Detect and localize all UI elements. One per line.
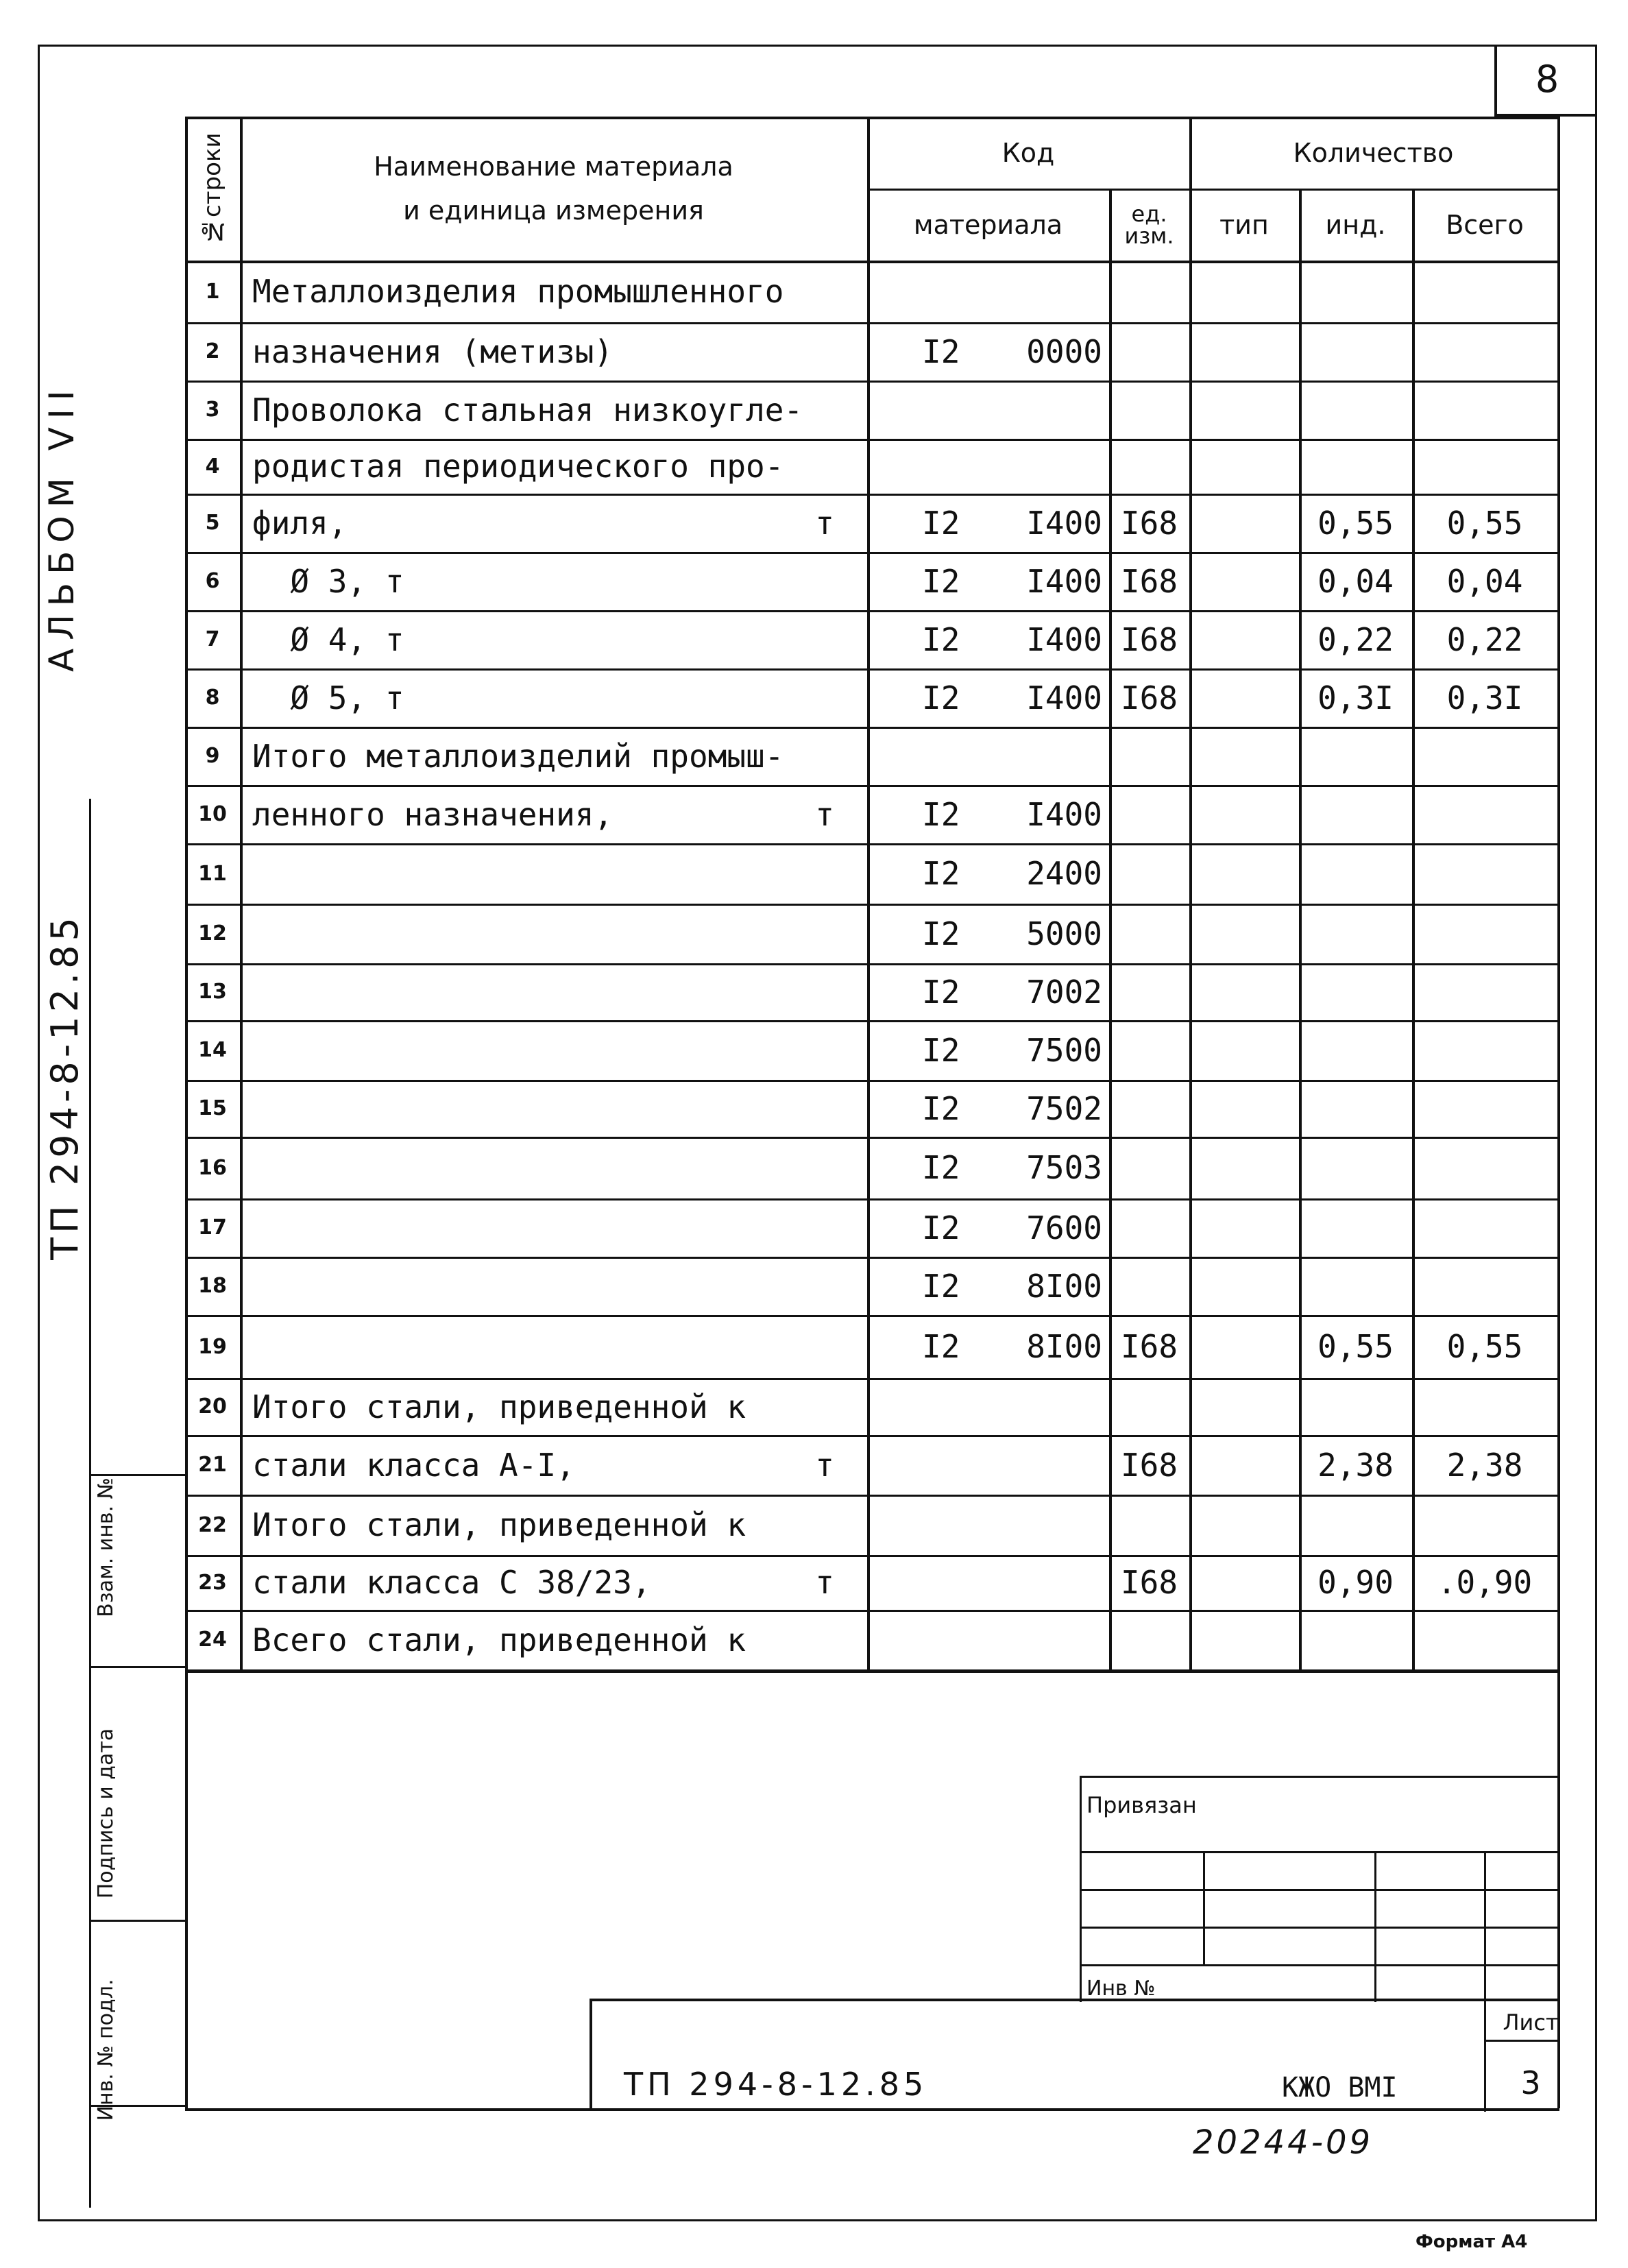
- row-name: Ø 4, т: [252, 620, 404, 658]
- row-number: 9: [205, 744, 220, 768]
- row-code-unit: [1109, 439, 1189, 494]
- row-q-ind: 0,22: [1317, 620, 1394, 658]
- row-code-group: [922, 727, 1004, 785]
- row-q-ind: [1299, 1020, 1412, 1080]
- stamp-privyazan: Привязан: [1086, 1792, 1197, 1818]
- row-unit-suffix: [240, 1378, 867, 1435]
- row-number: 13: [198, 980, 227, 1004]
- row-number: 2: [205, 339, 220, 363]
- row-q-type: [1189, 1555, 1299, 1610]
- row-unit-suffix: [240, 843, 867, 904]
- row-q-type: [1189, 381, 1299, 439]
- row-code-material: [1004, 1610, 1102, 1669]
- row-code-material: 8I00: [1026, 1328, 1102, 1365]
- row-name: Ø 5, т: [252, 679, 404, 716]
- row-q-ind: [1299, 904, 1412, 963]
- row-q-ind: [1299, 1610, 1412, 1669]
- row-q-ind: [1299, 381, 1412, 439]
- row-code-unit: [1109, 381, 1189, 439]
- stamp-line: [1080, 1776, 1559, 1778]
- row-q-type: [1189, 1315, 1299, 1378]
- row-number: 20: [198, 1395, 227, 1419]
- row-code-group: [922, 381, 1004, 439]
- row-unit-suffix: [240, 727, 867, 785]
- row-code-group: I2: [922, 1267, 960, 1305]
- stamp-line: [1080, 1927, 1559, 1929]
- row-number: 5: [205, 511, 220, 535]
- header-code: Код: [1001, 137, 1055, 168]
- row-name: назначения (метизы): [252, 333, 613, 370]
- row-code-unit: I68: [1120, 1328, 1178, 1365]
- row-code-material: I400: [1026, 562, 1102, 600]
- row-name: стали класса A-I,: [252, 1446, 575, 1484]
- stamp-line: [1080, 1851, 1559, 1853]
- row-code-material: 7503: [1026, 1149, 1102, 1186]
- row-code-group: I2: [922, 795, 960, 833]
- row-number: 4: [205, 454, 220, 479]
- row-q-total: [1412, 1495, 1557, 1555]
- row-q-total: [1412, 261, 1557, 322]
- row-q-type: [1189, 1610, 1299, 1669]
- column-line: [1557, 117, 1560, 1672]
- row-number: 14: [198, 1038, 227, 1062]
- row-q-total: [1412, 727, 1557, 785]
- row-q-total: 0,55: [1446, 504, 1523, 542]
- row-q-type: [1189, 552, 1299, 610]
- row-q-ind: [1299, 843, 1412, 904]
- header-divider: [867, 189, 1557, 191]
- row-code-group: [922, 1495, 1004, 1555]
- row-code-group: [922, 439, 1004, 494]
- row-q-ind: 0,3I: [1317, 679, 1394, 716]
- stamp-line: [1484, 2040, 1559, 2042]
- row-q-total: 0,3I: [1446, 679, 1523, 716]
- row-line: [185, 1669, 1557, 1673]
- row-code-material: 7500: [1026, 1031, 1102, 1069]
- row-q-type: [1189, 1137, 1299, 1198]
- side-label-podpis: Подпись и дата: [94, 1728, 118, 1899]
- row-code-group: I2: [922, 1149, 960, 1186]
- row-number: 3: [205, 398, 220, 422]
- row-q-ind: [1299, 322, 1412, 381]
- row-code-material: [1004, 1378, 1102, 1435]
- row-code-unit: [1109, 1610, 1189, 1669]
- row-code-material: [1004, 1435, 1102, 1495]
- side-label-inv-podl: Инв. № подл.: [94, 1979, 118, 2121]
- row-q-ind: 0,55: [1317, 504, 1394, 542]
- row-q-type: [1189, 1080, 1299, 1137]
- row-number: 11: [198, 861, 227, 886]
- row-code-unit: [1109, 1378, 1189, 1435]
- row-q-total: [1412, 1610, 1557, 1669]
- header-q-type: тип: [1219, 209, 1269, 240]
- row-code-group: I2: [922, 1209, 960, 1246]
- row-q-type: [1189, 785, 1299, 843]
- row-name: ленного назначения,: [252, 795, 613, 833]
- row-number: 19: [198, 1334, 227, 1359]
- row-code-unit: [1109, 1495, 1189, 1555]
- row-unit-suffix: [240, 610, 867, 668]
- row-unit-suffix: [240, 1020, 867, 1080]
- row-q-ind: 0,90: [1317, 1564, 1394, 1601]
- header-q-total: Всего: [1446, 209, 1524, 240]
- row-unit-suffix: [240, 381, 867, 439]
- row-number: 8: [205, 686, 220, 710]
- row-q-total: [1412, 963, 1557, 1020]
- row-code-material: [1004, 261, 1102, 322]
- row-q-total: [1412, 1198, 1557, 1257]
- stamp-mark: КЖО ВМI: [1282, 2072, 1398, 2103]
- header-code-material: материала: [913, 209, 1063, 240]
- title-block-top: [590, 1999, 1559, 2001]
- stamp-line: [1203, 1851, 1205, 1964]
- row-number: 23: [198, 1570, 227, 1595]
- row-name: Проволока стальная низкоугле-: [252, 391, 803, 429]
- row-number: 16: [198, 1155, 227, 1180]
- row-code-unit: [1109, 1020, 1189, 1080]
- row-number: 18: [198, 1274, 227, 1298]
- row-code-material: 5000: [1026, 915, 1102, 952]
- row-q-ind: [1299, 727, 1412, 785]
- handwritten-number: 20244-09: [1193, 2123, 1374, 2162]
- row-code-material: 7600: [1026, 1209, 1102, 1246]
- row-code-unit: I68: [1120, 620, 1178, 658]
- row-q-total: [1412, 381, 1557, 439]
- row-code-material: 0000: [1026, 333, 1102, 370]
- row-code-group: [922, 261, 1004, 322]
- header-name: Наименование материала и единица измерения: [374, 152, 733, 226]
- row-code-material: I400: [1026, 620, 1102, 658]
- format-label: Формат А4: [1416, 2232, 1528, 2252]
- row-code-material: I400: [1026, 795, 1102, 833]
- row-unit-suffix: [240, 439, 867, 494]
- row-code-material: 8I00: [1026, 1267, 1102, 1305]
- row-q-total: [1412, 1378, 1557, 1435]
- row-q-type: [1189, 904, 1299, 963]
- header-row-number: №строки: [199, 132, 226, 245]
- row-unit-suffix: [240, 552, 867, 610]
- row-q-type: [1189, 494, 1299, 552]
- row-q-type: [1189, 727, 1299, 785]
- stamp-doc-code: ТП 294-8-12.85: [624, 2066, 928, 2103]
- row-name: Итого стали, приведенной к: [252, 1388, 746, 1425]
- row-code-group: [922, 1610, 1004, 1669]
- stamp-line: [1374, 1851, 1376, 2002]
- row-code-unit: I68: [1120, 1446, 1178, 1484]
- row-number: 1: [205, 279, 220, 304]
- row-code-material: [1004, 381, 1102, 439]
- row-q-total: 0,22: [1446, 620, 1523, 658]
- row-code-unit: [1109, 843, 1189, 904]
- row-code-material: 7002: [1026, 973, 1102, 1011]
- row-unit-suffix: т: [815, 1446, 834, 1484]
- row-q-total: 2,38: [1446, 1446, 1523, 1484]
- row-unit-suffix: [240, 1137, 867, 1198]
- row-q-type: [1189, 439, 1299, 494]
- row-code-unit: I68: [1120, 679, 1178, 716]
- row-q-total: [1412, 1080, 1557, 1137]
- row-code-group: I2: [922, 562, 960, 600]
- row-q-total: [1412, 785, 1557, 843]
- row-q-ind: [1299, 1495, 1412, 1555]
- table-top-border: [185, 117, 1557, 119]
- row-code-material: [1004, 439, 1102, 494]
- row-number: 22: [198, 1512, 227, 1537]
- stamp-list-number: 3: [1520, 2064, 1541, 2101]
- row-q-type: [1189, 1495, 1299, 1555]
- row-code-group: I2: [922, 620, 960, 658]
- row-number: 12: [198, 921, 227, 945]
- row-q-ind: [1299, 1137, 1412, 1198]
- row-code-unit: [1109, 261, 1189, 322]
- row-unit-suffix: [240, 1257, 867, 1315]
- row-q-type: [1189, 1378, 1299, 1435]
- row-q-total: 0,04: [1446, 562, 1523, 600]
- row-code-unit: [1109, 1257, 1189, 1315]
- row-unit-suffix: т: [815, 1564, 834, 1601]
- doc-code-vertical: ТП 294-8-12.85: [43, 913, 86, 1260]
- row-code-group: I2: [922, 333, 960, 370]
- row-number: 24: [198, 1628, 227, 1652]
- row-q-total: [1412, 322, 1557, 381]
- row-q-ind: [1299, 261, 1412, 322]
- left-strip-inner: [185, 1669, 188, 2108]
- row-q-type: [1189, 668, 1299, 727]
- row-q-total: [1412, 1137, 1557, 1198]
- column-line: [867, 117, 870, 1672]
- row-name: Металлоизделия промышленного: [252, 273, 784, 310]
- row-code-unit: [1109, 1198, 1189, 1257]
- row-q-ind: 0,55: [1317, 1328, 1394, 1365]
- row-code-group: [922, 1435, 1004, 1495]
- row-code-material: [1004, 727, 1102, 785]
- header-quantity: Количество: [1293, 137, 1454, 168]
- row-code-group: I2: [922, 855, 960, 892]
- row-code-unit: I68: [1120, 504, 1178, 542]
- stamp-list-label: Лист: [1503, 2010, 1559, 2036]
- row-q-type: [1189, 322, 1299, 381]
- row-q-ind: [1299, 1198, 1412, 1257]
- header-code-unit: ед. изм.: [1124, 200, 1174, 249]
- stamp-line: [1484, 1851, 1486, 2112]
- row-unit-suffix: [240, 1198, 867, 1257]
- row-code-group: [922, 1555, 1004, 1610]
- row-code-material: I400: [1026, 679, 1102, 716]
- row-q-ind: [1299, 963, 1412, 1020]
- row-name: Итого металлоизделий промыш-: [252, 737, 784, 775]
- row-q-total: [1412, 843, 1557, 904]
- row-code-unit: [1109, 785, 1189, 843]
- row-q-type: [1189, 1257, 1299, 1315]
- row-code-material: [1004, 1555, 1102, 1610]
- row-unit-suffix: [240, 1315, 867, 1378]
- row-unit-suffix: [240, 1080, 867, 1137]
- row-number: 10: [198, 802, 227, 826]
- row-code-group: I2: [922, 679, 960, 716]
- row-code-unit: [1109, 727, 1189, 785]
- row-unit-suffix: т: [815, 795, 834, 833]
- row-code-material: [1004, 1495, 1102, 1555]
- row-q-total: [1412, 1257, 1557, 1315]
- row-q-type: [1189, 1435, 1299, 1495]
- row-name: Ø 3, т: [252, 562, 404, 600]
- row-number: 17: [198, 1216, 227, 1240]
- row-q-total: [1412, 439, 1557, 494]
- row-q-ind: [1299, 785, 1412, 843]
- row-code-group: I2: [922, 1089, 960, 1127]
- row-q-ind: 0,04: [1317, 562, 1394, 600]
- row-code-group: I2: [922, 973, 960, 1011]
- row-code-unit: [1109, 963, 1189, 1020]
- row-number: 15: [198, 1096, 227, 1120]
- row-unit-suffix: [240, 963, 867, 1020]
- row-code-unit: [1109, 904, 1189, 963]
- row-unit-suffix: [240, 1495, 867, 1555]
- row-q-ind: [1299, 1257, 1412, 1315]
- row-code-material: I400: [1026, 504, 1102, 542]
- row-code-group: I2: [922, 504, 960, 542]
- row-unit-suffix: [240, 904, 867, 963]
- row-name: Всего стали, приведенной к: [252, 1621, 746, 1658]
- row-q-type: [1189, 1020, 1299, 1080]
- row-unit-suffix: [240, 668, 867, 727]
- row-code-unit: [1109, 1080, 1189, 1137]
- row-code-unit: I68: [1120, 1564, 1178, 1601]
- row-q-total: [1412, 904, 1557, 963]
- row-q-type: [1189, 610, 1299, 668]
- title-block-left: [590, 1999, 592, 2108]
- row-name: Итого стали, приведенной к: [252, 1506, 746, 1543]
- row-code-unit: I68: [1120, 562, 1178, 600]
- row-q-total: .0,90: [1437, 1564, 1533, 1601]
- row-q-type: [1189, 1198, 1299, 1257]
- stamp-line: [1080, 1964, 1559, 1966]
- strip-divider: [89, 1920, 185, 1922]
- row-code-group: I2: [922, 915, 960, 952]
- page-number: 8: [1494, 45, 1597, 117]
- row-code-unit: [1109, 322, 1189, 381]
- row-unit-suffix: [240, 1610, 867, 1669]
- stamp-inv-no: Инв №: [1086, 1976, 1156, 2001]
- row-q-total: 0,55: [1446, 1328, 1523, 1365]
- row-q-ind: [1299, 1378, 1412, 1435]
- stamp-line: [1080, 1889, 1559, 1891]
- row-code-material: 2400: [1026, 855, 1102, 892]
- row-q-ind: [1299, 439, 1412, 494]
- row-name: стали класса С 38/23,: [252, 1564, 651, 1601]
- row-number: 21: [198, 1453, 227, 1477]
- side-label-vzam: Взам. инв. №: [94, 1477, 118, 1617]
- strip-divider: [89, 1666, 185, 1668]
- row-name: филя,: [252, 504, 348, 542]
- row-q-total: [1412, 1020, 1557, 1080]
- row-unit-suffix: т: [815, 504, 834, 542]
- album-label: АЛЬБОМ VII: [42, 382, 82, 672]
- row-q-ind: 2,38: [1317, 1446, 1394, 1484]
- row-q-type: [1189, 963, 1299, 1020]
- row-code-unit: [1109, 1137, 1189, 1198]
- header-q-ind: инд.: [1325, 209, 1386, 240]
- row-code-material: 7502: [1026, 1089, 1102, 1127]
- row-q-type: [1189, 261, 1299, 322]
- row-code-group: [922, 1378, 1004, 1435]
- row-code-group: I2: [922, 1031, 960, 1069]
- row-code-group: I2: [922, 1328, 960, 1365]
- row-number: 6: [205, 569, 220, 593]
- row-unit-suffix: [240, 322, 867, 381]
- row-q-ind: [1299, 1080, 1412, 1137]
- row-unit-suffix: [240, 261, 867, 322]
- row-name: родистая периодического про-: [252, 448, 784, 485]
- row-number: 7: [205, 627, 220, 651]
- row-q-type: [1189, 843, 1299, 904]
